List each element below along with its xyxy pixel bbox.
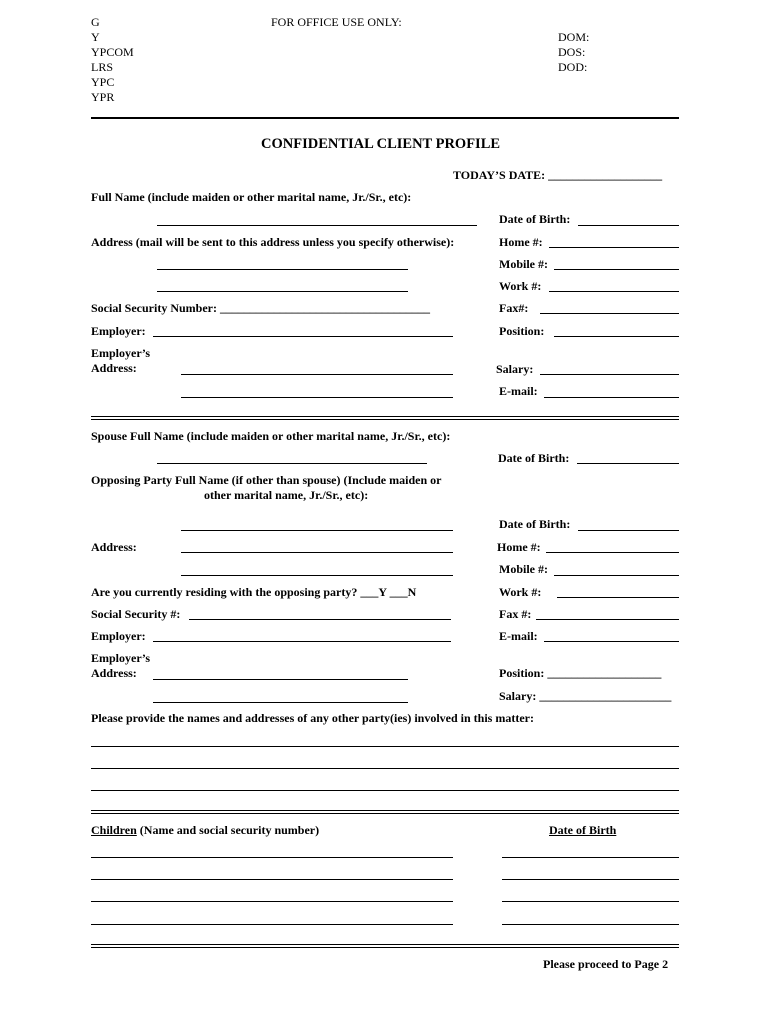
client-employer-address-line-2[interactable] bbox=[181, 397, 453, 398]
client-fax-label: Fax#: bbox=[499, 301, 529, 315]
client-employer-address-label: Employer’s bbox=[91, 346, 151, 360]
opposing-salary-field[interactable]: Salary: ______________________ bbox=[499, 689, 672, 703]
office-code: YPC bbox=[91, 75, 115, 89]
office-code: LRS bbox=[91, 60, 114, 74]
child-dob-line-2[interactable] bbox=[502, 879, 679, 880]
other-parties-line-3[interactable] bbox=[91, 790, 679, 791]
opposing-fax-label: Fax #: bbox=[499, 607, 532, 621]
office-date-dom: DOM: bbox=[558, 30, 590, 44]
spouse-full-name-line[interactable] bbox=[157, 463, 427, 464]
opposing-employer-address-label: Employer’s bbox=[91, 651, 151, 665]
client-employer-address-line-1[interactable] bbox=[181, 374, 453, 375]
other-parties-label: Please provide the names and addresses of any other party(ies) involved in this matter: bbox=[91, 711, 534, 725]
opposing-work-label: Work #: bbox=[499, 585, 542, 599]
client-mobile-label: Mobile #: bbox=[499, 257, 548, 271]
opposing-employer-address-line-1[interactable] bbox=[153, 679, 408, 680]
opposing-employer-line[interactable] bbox=[153, 641, 451, 642]
client-home-line[interactable] bbox=[549, 247, 679, 248]
child-name-line-3[interactable] bbox=[91, 901, 453, 902]
opposing-address-line-1[interactable] bbox=[181, 552, 453, 553]
opposing-email-line[interactable] bbox=[544, 641, 679, 642]
office-date-dos: DOS: bbox=[558, 45, 586, 59]
office-date-dod: DOD: bbox=[558, 60, 588, 74]
opposing-ssn-line[interactable] bbox=[189, 619, 451, 620]
client-position-line[interactable] bbox=[554, 336, 679, 337]
client-employer-address-label-2: Address: bbox=[91, 361, 137, 375]
client-mobile-line[interactable] bbox=[554, 269, 679, 270]
opposing-home-label: Home #: bbox=[497, 540, 541, 554]
other-parties-line-1[interactable] bbox=[91, 746, 679, 747]
spouse-dob-label: Date of Birth: bbox=[498, 451, 570, 465]
child-name-line-4[interactable] bbox=[91, 924, 453, 925]
client-full-name-line[interactable] bbox=[157, 225, 477, 226]
opposing-full-name-line[interactable] bbox=[181, 530, 453, 531]
client-salary-line[interactable] bbox=[540, 374, 679, 375]
opposing-mobile-line[interactable] bbox=[554, 575, 679, 576]
child-name-line-2[interactable] bbox=[91, 879, 453, 880]
todays-date-field[interactable]: TODAY’S DATE: ___________________ bbox=[453, 168, 663, 182]
section-divider bbox=[91, 944, 679, 948]
spouse-dob-line[interactable] bbox=[577, 463, 679, 464]
spouse-full-name-label: Spouse Full Name (include maiden or other marital name, Jr./Sr., etc): bbox=[91, 429, 451, 443]
office-code: Y bbox=[91, 30, 100, 44]
opposing-dob-label: Date of Birth: bbox=[499, 517, 571, 531]
client-email-label: E-mail: bbox=[499, 384, 538, 398]
section-divider bbox=[91, 810, 679, 814]
client-position-label: Position: bbox=[499, 324, 545, 338]
client-dob-label: Date of Birth: bbox=[499, 212, 571, 226]
office-code: YPCOM bbox=[91, 45, 134, 59]
opposing-home-line[interactable] bbox=[546, 552, 679, 553]
opposing-employer-address-line-2[interactable] bbox=[153, 702, 408, 703]
opposing-ssn-label: Social Security #: bbox=[91, 607, 181, 621]
client-fax-line[interactable] bbox=[540, 313, 679, 314]
footer-note: Please proceed to Page 2 bbox=[543, 957, 669, 971]
client-employer-line[interactable] bbox=[153, 336, 453, 337]
header-divider bbox=[91, 117, 679, 119]
residing-question[interactable]: Are you currently residing with the opposing party? ___Y ___N bbox=[91, 585, 417, 599]
opposing-position-field[interactable]: Position: ___________________ bbox=[499, 666, 662, 680]
other-parties-line-2[interactable] bbox=[91, 768, 679, 769]
client-address-label: Address (mail will be sent to this address unless you specify otherwise): bbox=[91, 235, 455, 249]
page-title: CONFIDENTIAL CLIENT PROFILE bbox=[261, 136, 501, 152]
client-email-line[interactable] bbox=[544, 397, 679, 398]
child-dob-line-3[interactable] bbox=[502, 901, 679, 902]
client-address-line-2[interactable] bbox=[157, 291, 408, 292]
children-dob-header: Date of Birth bbox=[549, 823, 617, 837]
client-dob-line[interactable] bbox=[578, 225, 679, 226]
office-code: YPR bbox=[91, 90, 115, 104]
client-work-line[interactable] bbox=[549, 291, 679, 292]
client-employer-label: Employer: bbox=[91, 324, 146, 338]
office-code: G bbox=[91, 15, 100, 29]
opposing-full-name-label-2: other marital name, Jr./Sr., etc): bbox=[204, 488, 369, 502]
client-ssn-field[interactable]: Social Security Number: ___________________________________ bbox=[91, 301, 430, 315]
client-address-line-1[interactable] bbox=[157, 269, 408, 270]
office-use-label: FOR OFFICE USE ONLY: bbox=[271, 15, 402, 29]
opposing-work-line[interactable] bbox=[557, 597, 679, 598]
opposing-address-label: Address: bbox=[91, 540, 137, 554]
child-name-line-1[interactable] bbox=[91, 857, 453, 858]
children-label-underlined: Children bbox=[91, 823, 137, 837]
client-work-label: Work #: bbox=[499, 279, 542, 293]
opposing-employer-label: Employer: bbox=[91, 629, 146, 643]
client-full-name-label: Full Name (include maiden or other marital name, Jr./Sr., etc): bbox=[91, 190, 412, 204]
opposing-dob-line[interactable] bbox=[578, 530, 679, 531]
client-home-label: Home #: bbox=[499, 235, 543, 249]
opposing-full-name-label: Opposing Party Full Name (if other than spouse) (Include maiden or bbox=[91, 473, 442, 487]
opposing-address-line-2[interactable] bbox=[181, 575, 453, 576]
child-dob-line-1[interactable] bbox=[502, 857, 679, 858]
children-label-rest: (Name and social security number) bbox=[136, 823, 320, 837]
children-label bbox=[91, 823, 319, 838]
opposing-email-label: E-mail: bbox=[499, 629, 538, 643]
opposing-mobile-label: Mobile #: bbox=[499, 562, 548, 576]
client-salary-label: Salary: bbox=[496, 362, 534, 376]
child-dob-line-4[interactable] bbox=[502, 924, 679, 925]
opposing-employer-address-label-2: Address: bbox=[91, 666, 137, 680]
section-divider bbox=[91, 416, 679, 420]
opposing-fax-line[interactable] bbox=[536, 619, 679, 620]
